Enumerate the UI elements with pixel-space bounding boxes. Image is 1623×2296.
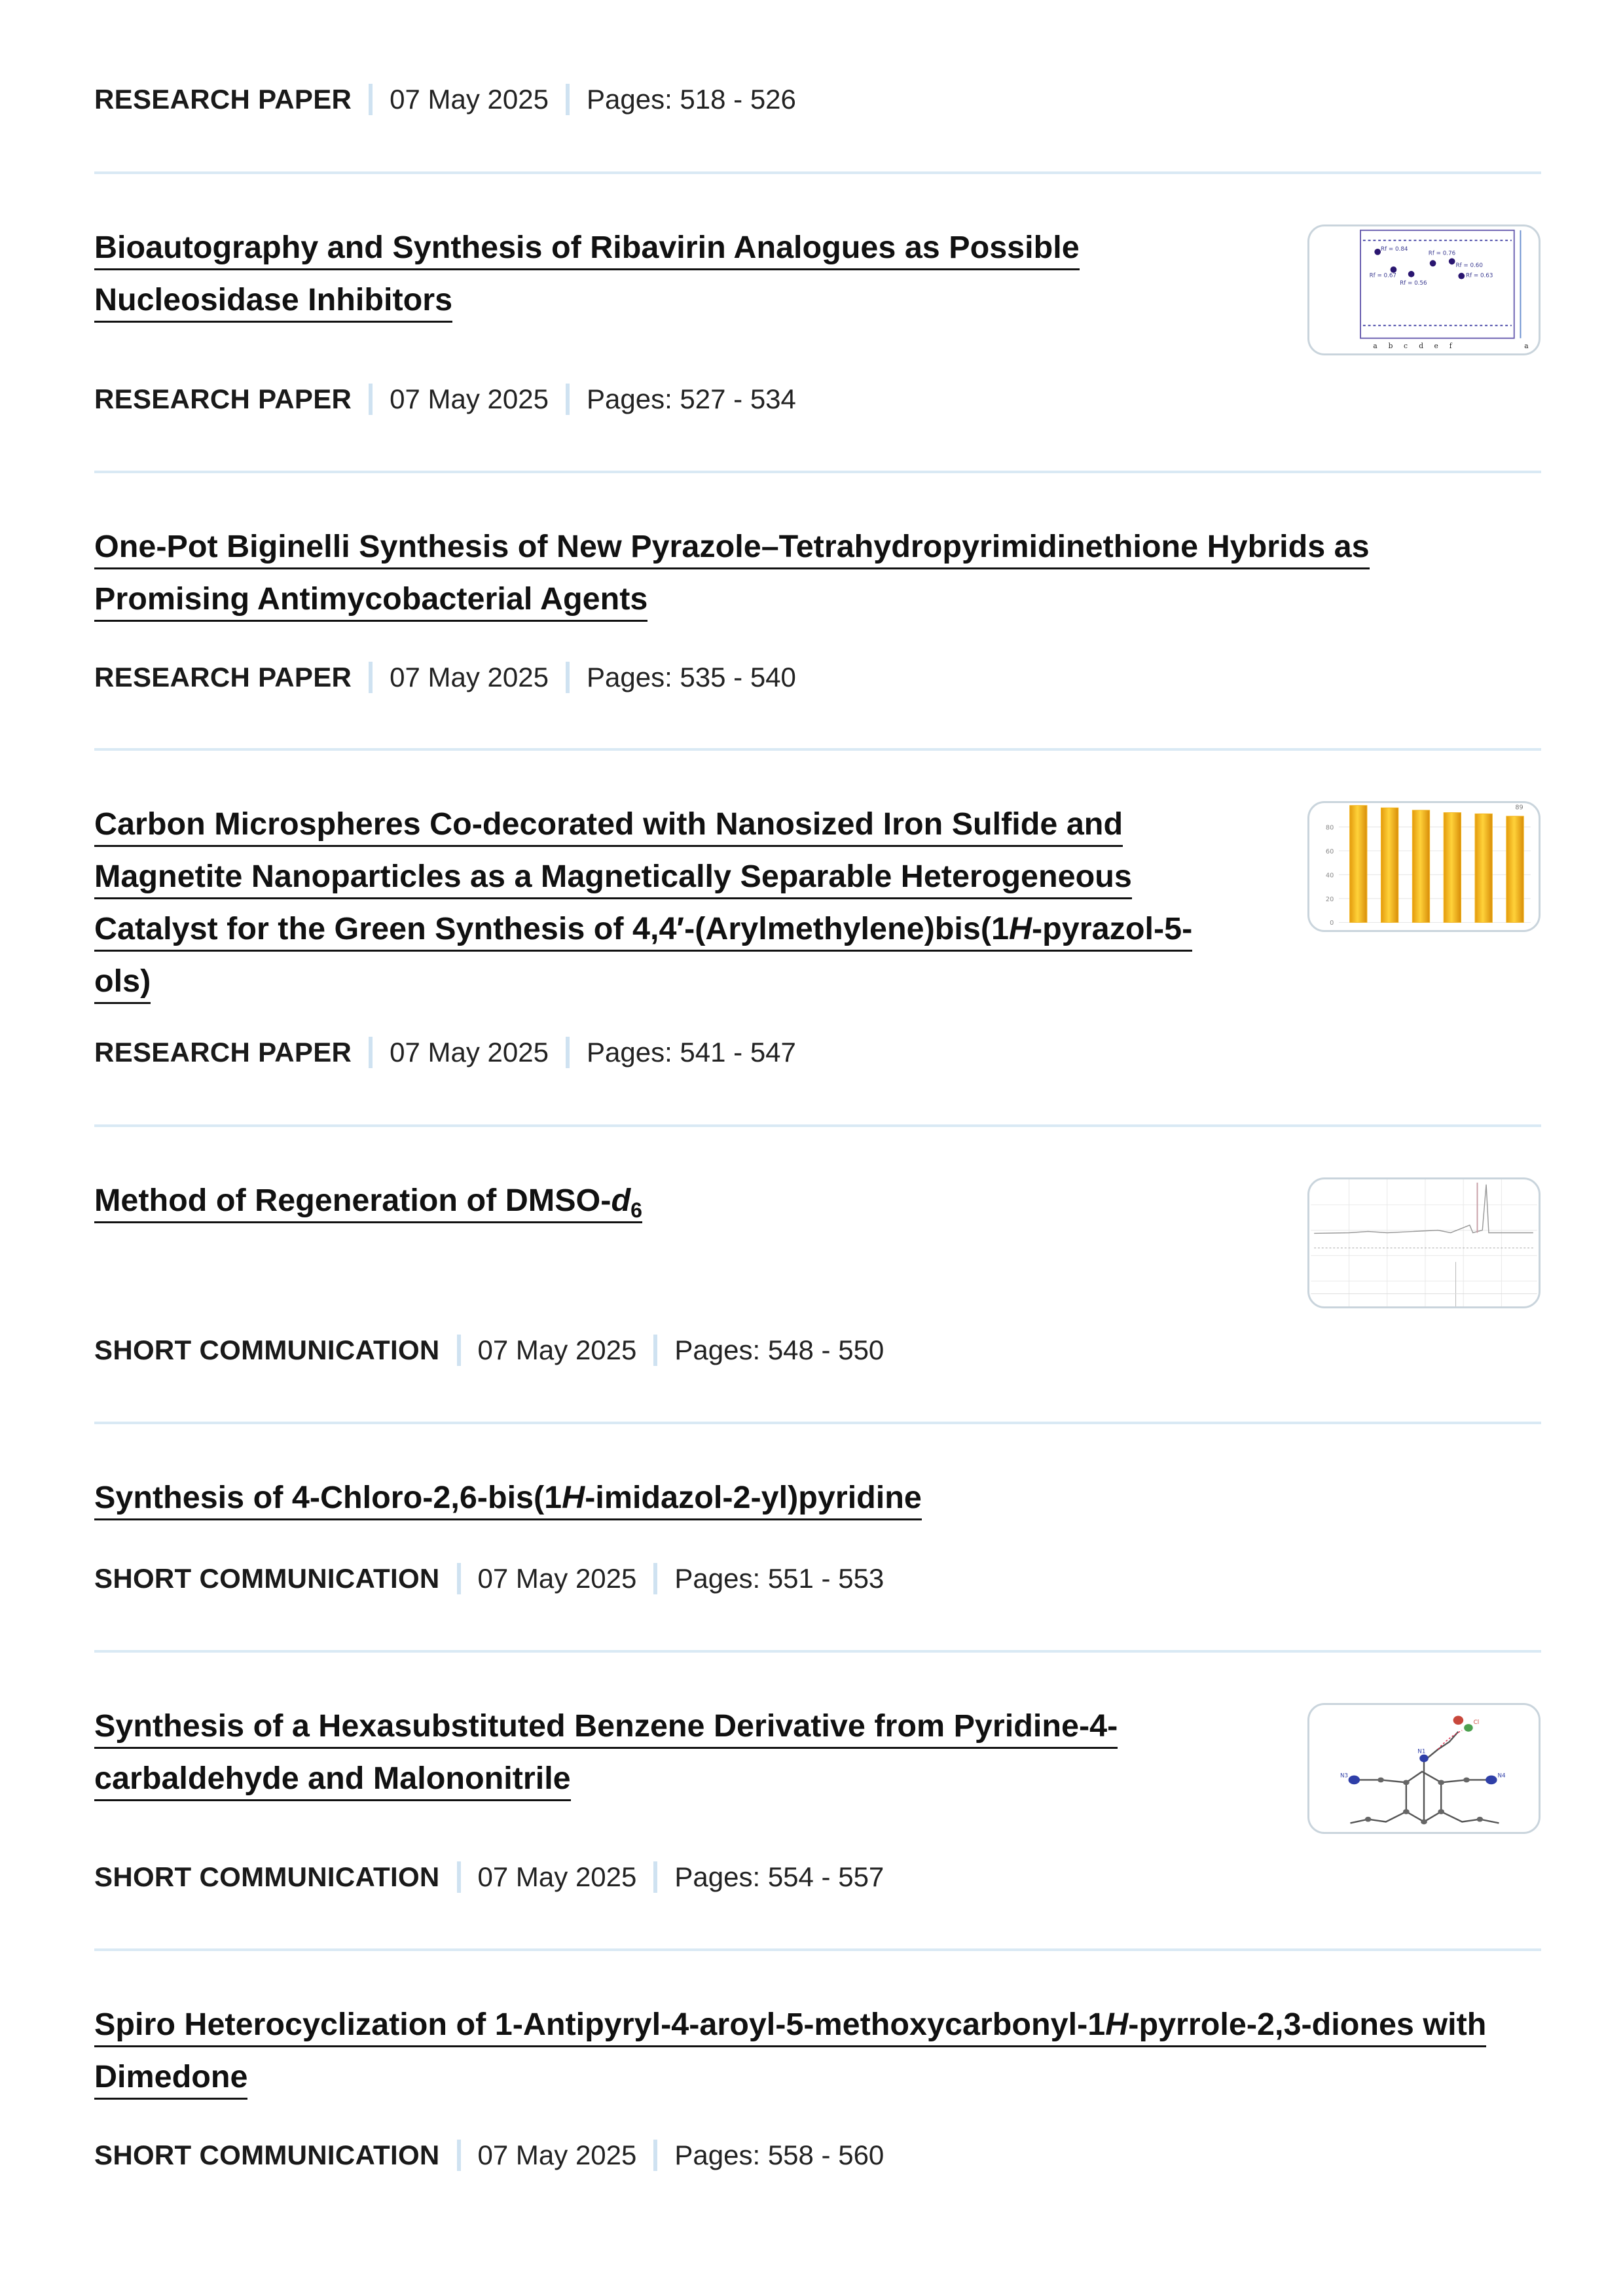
meta-separator [653,2140,657,2171]
article-title-line[interactable]: Nucleosidase Inhibitors [94,279,452,323]
meta-separator [369,84,373,115]
article-divider [94,1650,1541,1653]
article-title-line[interactable]: Promising Antimycobacterial Agents [94,578,647,622]
tlc-spot-label: Rf = 0.63 [1466,272,1493,279]
article-title[interactable] [94,1473,922,1526]
article-pages: Pages: 535 - 540 [587,662,796,692]
title-text: -pyrazol-5- [1032,911,1193,946]
tlc-lane-label: f [1449,342,1452,351]
tlc-lane-label: e [1434,342,1438,351]
article-title[interactable] [94,223,1080,328]
meta-separator [457,2140,461,2171]
tlc-spot-label: Rf = 0.56 [1400,280,1427,287]
meta-separator [457,1861,461,1893]
article-title-line[interactable]: One-Pot Biginelli Synthesis of New Pyrazole–Tetrahydropyrimidinethione Hybrids as [94,526,1370,569]
article-pages: Pages: 527 - 534 [587,384,796,414]
atom-label: Cl [1473,1719,1480,1727]
nmr-spectrum-icon [1309,1179,1539,1306]
bar-mark [1444,813,1461,923]
article-divider [94,1422,1541,1424]
article-meta [94,1031,796,1073]
article-title-line[interactable]: ols) [94,960,151,1004]
meta-separator [653,1861,657,1893]
title-text: -imidazol-2-yl)pyridine [585,1480,922,1515]
title-italic: H [1105,2007,1129,2042]
article-divider [94,471,1541,473]
article-meta [94,1558,884,1600]
article-type: SHORT COMMUNICATION [94,1563,440,1594]
meta-separator [369,662,373,693]
article-title-line[interactable] [94,908,1192,952]
bar-tick-label: 0 [1330,920,1334,927]
tlc-lane-label: a [1524,342,1529,351]
title-text: Spiro Heterocyclization of 1-Antipyryl-4-aroyl-5-methoxycarbonyl-1 [94,2007,1106,2042]
meta-separator [369,384,373,415]
article-date: 07 May 2025 [390,384,549,414]
tlc-plate-icon [1309,226,1539,353]
meta-separator [369,1037,373,1068]
article-title-line[interactable]: Carbon Microspheres Co-decorated with Nanosized Iron Sulfide and [94,803,1123,847]
article-title-line[interactable]: Magnetite Nanoparticles as a Magnetically Separable Heterogeneous [94,855,1132,899]
article-title[interactable] [94,1702,1118,1806]
article-title[interactable] [94,522,1370,627]
article-pages: Pages: 548 - 550 [674,1335,884,1365]
article-title[interactable] [94,800,1192,1009]
article-pages: Pages: 558 - 560 [674,2140,884,2170]
article-divider [94,1948,1541,1951]
title-text: -pyrrole-2,3-diones with [1128,2007,1487,2042]
article-divider [94,748,1541,751]
bar-tick-label: 20 [1325,895,1334,903]
meta-separator [653,1335,657,1366]
article-divider [94,171,1541,174]
crystal-structure-thumbnail[interactable] [1307,1703,1541,1834]
article-title-line[interactable] [94,1477,922,1520]
bar-chart-thumbnail[interactable] [1307,801,1541,932]
article-meta [94,2134,884,2176]
tlc-spot-label: Rf = 0.76 [1428,250,1456,257]
article-date: 07 May 2025 [390,662,549,692]
article-date: 07 May 2025 [390,84,549,115]
meta-separator [653,1563,657,1594]
article-meta [94,1329,884,1371]
article-type: RESEARCH PAPER [94,384,352,414]
article-title-line[interactable] [94,1179,642,1223]
article-title[interactable] [94,2000,1486,2105]
article-title-line[interactable]: Bioautography and Synthesis of Ribavirin Analogues as Possible [94,226,1080,270]
meta-separator [566,84,570,115]
crystal-structure-icon [1309,1705,1539,1832]
article-type: RESEARCH PAPER [94,84,352,115]
bar-mark [1381,808,1398,922]
article-date: 07 May 2025 [477,1335,637,1365]
bar-mark [1350,806,1367,923]
article-type: RESEARCH PAPER [94,662,352,692]
article-pages: Pages: 551 - 553 [674,1563,884,1594]
title-italic: H [562,1480,585,1515]
article-type: SHORT COMMUNICATION [94,1335,440,1365]
tlc-plate-thumbnail[interactable] [1307,224,1541,355]
atom-label: N1 [1417,1748,1426,1755]
meta-separator [566,1037,570,1068]
article-title-line[interactable]: Dimedone [94,2056,247,2100]
atom-label: N4 [1497,1772,1506,1780]
bar-tick-label: 80 [1325,824,1334,832]
article-title[interactable] [94,1176,642,1229]
tlc-spot-label: Rf = 0.84 [1381,245,1408,253]
article-pages: Pages: 554 - 557 [674,1861,884,1892]
title-subscript: 6 [630,1198,642,1222]
bar-top-label: 89 [1515,804,1523,812]
bar-chart [1309,803,1539,930]
tlc-spot-label: Rf = 0.60 [1455,262,1483,270]
article-date: 07 May 2025 [477,1861,637,1892]
article-meta [94,1856,884,1898]
title-text: Catalyst for the Green Synthesis of 4,4′-(Arylmethylene)bis(1 [94,911,1009,946]
nmr-spectrum-thumbnail[interactable] [1307,1177,1541,1308]
article-date: 07 May 2025 [477,1563,637,1594]
article-date: 07 May 2025 [477,2140,637,2170]
bar-mark [1506,816,1523,922]
article-meta [94,79,796,120]
tlc-lane-label: a [1373,342,1377,351]
bar-mark [1412,810,1429,922]
article-title-line[interactable]: Synthesis of a Hexasubstituted Benzene Derivative from Pyridine-4- [94,1705,1118,1749]
title-italic: d [611,1183,631,1218]
atom-label: N3 [1340,1772,1349,1780]
bar-tick-label: 60 [1325,848,1334,855]
article-type: SHORT COMMUNICATION [94,1861,440,1892]
bar-mark [1475,814,1492,922]
article-title-line[interactable]: carbaldehyde and Malononitrile [94,1757,571,1801]
tlc-lane-label: b [1388,342,1393,351]
article-pages: Pages: 518 - 526 [587,84,796,115]
tlc-lane-label: c [1403,342,1408,351]
article-type: RESEARCH PAPER [94,1037,352,1067]
title-text: Synthesis of 4-Chloro-2,6-bis(1 [94,1480,562,1515]
article-meta [94,656,796,698]
bar-tick-label: 40 [1325,872,1334,880]
article-type: SHORT COMMUNICATION [94,2140,440,2170]
article-pages: Pages: 541 - 547 [587,1037,796,1067]
article-meta [94,378,796,420]
tlc-lane-label: d [1419,342,1424,351]
meta-separator [566,662,570,693]
meta-separator [566,384,570,415]
meta-separator [457,1335,461,1366]
tlc-spot-label: Rf = 0.67 [1369,272,1396,279]
article-date: 07 May 2025 [390,1037,549,1067]
article-title-line[interactable] [94,2003,1486,2047]
meta-separator [457,1563,461,1594]
title-text: Method of Regeneration of DMSO- [94,1183,611,1218]
article-divider [94,1124,1541,1127]
title-italic: H [1008,911,1032,946]
